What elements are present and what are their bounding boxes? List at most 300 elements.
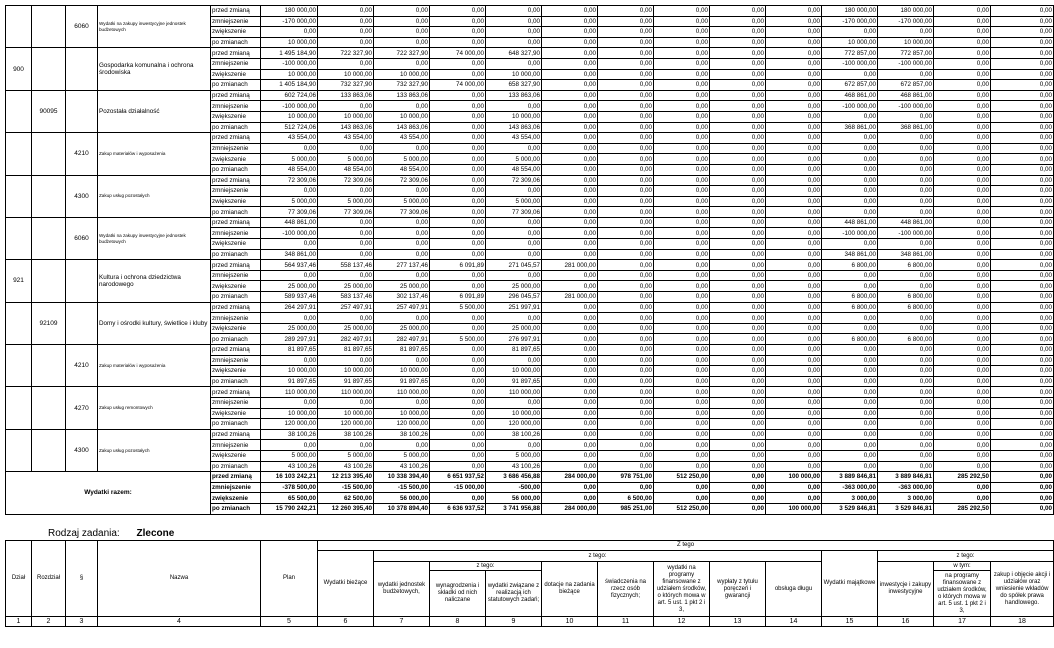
value-cell: 10 000,00 — [261, 366, 318, 377]
row-label: przed zmianą — [211, 90, 261, 101]
value-cell: 0,00 — [710, 366, 766, 377]
value-cell: 91 897,65 — [261, 376, 318, 387]
value-cell: 6 091,89 — [430, 292, 486, 303]
value-cell: 0,00 — [766, 493, 822, 504]
value-cell: 0,00 — [766, 260, 822, 271]
value-cell: -170 000,00 — [261, 16, 318, 27]
value-cell: 0,00 — [822, 323, 878, 334]
value-cell: 120 000,00 — [486, 419, 542, 430]
value-cell: 65 500,00 — [261, 493, 318, 504]
value-cell: 0,00 — [878, 440, 934, 451]
value-cell: 0,00 — [486, 37, 542, 48]
value-cell: 0,00 — [822, 69, 878, 80]
value-cell: 0,00 — [878, 27, 934, 38]
value-cell: 0,00 — [598, 313, 654, 324]
name-cell: Zakup usług pozostałych — [98, 429, 211, 471]
value-cell: 120 000,00 — [374, 419, 430, 430]
value-cell: 0,00 — [542, 239, 598, 250]
value-cell: 284 000,00 — [542, 503, 598, 514]
value-cell: 0,00 — [710, 175, 766, 186]
header-paragraf: § — [66, 541, 98, 617]
value-cell: 0,00 — [598, 408, 654, 419]
value-cell: 72 309,06 — [318, 175, 374, 186]
value-cell: 0,00 — [654, 48, 710, 59]
row-label: zwiększenie — [211, 493, 261, 504]
value-cell: 0,00 — [934, 345, 991, 356]
value-cell: 0,00 — [374, 249, 430, 260]
value-cell: 6 500,00 — [598, 493, 654, 504]
value-cell: 0,00 — [598, 450, 654, 461]
value-cell: 0,00 — [710, 249, 766, 260]
value-cell: 0,00 — [261, 313, 318, 324]
row-label: zmniejszenie — [211, 440, 261, 451]
value-cell: 0,00 — [542, 196, 598, 207]
value-cell: 0,00 — [934, 217, 991, 228]
value-cell: 0,00 — [934, 228, 991, 239]
value-cell: 6 800,00 — [878, 260, 934, 271]
value-cell: 0,00 — [486, 270, 542, 281]
value-cell: 0,00 — [710, 260, 766, 271]
value-cell: 0,00 — [710, 302, 766, 313]
name-cell: Zakup usług pozostałych — [98, 175, 211, 217]
value-cell: 5 000,00 — [486, 450, 542, 461]
value-cell: 0,00 — [430, 217, 486, 228]
value-cell: 0,00 — [991, 186, 1054, 197]
value-cell: 0,00 — [991, 16, 1054, 27]
value-cell: 0,00 — [598, 154, 654, 165]
value-cell: 0,00 — [991, 260, 1054, 271]
value-cell: 0,00 — [991, 249, 1054, 260]
value-cell: 0,00 — [430, 111, 486, 122]
rozdzial-cell: 92109 — [32, 302, 66, 344]
value-cell: 0,00 — [430, 387, 486, 398]
value-cell: 448 861,00 — [878, 217, 934, 228]
value-cell: 0,00 — [598, 80, 654, 91]
value-cell: 120 000,00 — [261, 419, 318, 430]
value-cell: 0,00 — [374, 228, 430, 239]
value-cell: 0,00 — [318, 217, 374, 228]
value-cell: 72 309,06 — [486, 175, 542, 186]
value-cell: 0,00 — [486, 101, 542, 112]
value-cell: 0,00 — [598, 482, 654, 493]
value-cell: 5 000,00 — [374, 154, 430, 165]
value-cell: 0,00 — [822, 27, 878, 38]
value-cell: 0,00 — [430, 313, 486, 324]
value-cell: 25 000,00 — [486, 323, 542, 334]
value-cell: 589 937,46 — [261, 292, 318, 303]
value-cell: 0,00 — [598, 164, 654, 175]
value-cell: 0,00 — [991, 440, 1054, 451]
value-cell: 0,00 — [542, 217, 598, 228]
value-cell: 5 000,00 — [486, 196, 542, 207]
total-label: Wydatki razem: — [6, 472, 211, 514]
value-cell: 0,00 — [710, 164, 766, 175]
value-cell: 38 100,26 — [486, 429, 542, 440]
value-cell: 722 327,90 — [318, 48, 374, 59]
row-label: przed zmianą — [211, 217, 261, 228]
value-cell: 0,00 — [991, 48, 1054, 59]
value-cell: 25 000,00 — [374, 323, 430, 334]
value-cell: 0,00 — [710, 292, 766, 303]
paragraf-cell — [66, 302, 98, 344]
value-cell: 38 100,26 — [261, 429, 318, 440]
value-cell: 0,00 — [934, 450, 991, 461]
value-cell: 722 327,90 — [374, 48, 430, 59]
value-cell: 0,00 — [710, 27, 766, 38]
value-cell: 0,00 — [598, 419, 654, 430]
row-label: po zmianach — [211, 461, 261, 472]
value-cell: 0,00 — [654, 323, 710, 334]
value-cell: 3 529 846,81 — [878, 503, 934, 514]
value-cell: 672 857,00 — [878, 80, 934, 91]
value-cell: 0,00 — [598, 397, 654, 408]
value-cell: 0,00 — [486, 249, 542, 260]
column-number: 5 — [261, 617, 318, 627]
dzial-cell — [6, 217, 32, 259]
value-cell: 0,00 — [710, 440, 766, 451]
value-cell: 0,00 — [710, 482, 766, 493]
value-cell: 251 997,91 — [486, 302, 542, 313]
value-cell: 0,00 — [374, 313, 430, 324]
value-cell: 0,00 — [766, 334, 822, 345]
value-cell: 0,00 — [430, 345, 486, 356]
paragraf-cell: 6060 — [66, 6, 98, 48]
value-cell: 0,00 — [430, 207, 486, 218]
value-cell: 0,00 — [654, 461, 710, 472]
value-cell: 282 497,91 — [374, 334, 430, 345]
value-cell: 43 100,26 — [374, 461, 430, 472]
name-cell: Pozostała działalność — [98, 90, 211, 132]
row-label: po zmianach — [211, 419, 261, 430]
value-cell: 10 000,00 — [374, 111, 430, 122]
value-cell: 0,00 — [822, 440, 878, 451]
value-cell: 0,00 — [878, 355, 934, 366]
value-cell: 0,00 — [710, 207, 766, 218]
value-cell: 0,00 — [430, 37, 486, 48]
value-cell: 0,00 — [598, 27, 654, 38]
value-cell: 0,00 — [430, 164, 486, 175]
value-cell: 0,00 — [991, 493, 1054, 504]
name-cell: Wydatki na zakupy inwestycyjne jednostek budżetowych — [98, 6, 211, 48]
row-label: zwiększenie — [211, 154, 261, 165]
value-cell: 0,00 — [542, 186, 598, 197]
value-cell: 0,00 — [542, 111, 598, 122]
row-label: zmniejszenie — [211, 16, 261, 27]
value-cell: 0,00 — [991, 101, 1054, 112]
value-cell: 0,00 — [934, 355, 991, 366]
value-cell: 0,00 — [766, 16, 822, 27]
value-cell: -100 000,00 — [822, 101, 878, 112]
value-cell: 285 292,50 — [934, 503, 991, 514]
row-label: zmniejszenie — [211, 482, 261, 493]
value-cell: 289 297,91 — [261, 334, 318, 345]
value-cell: 5 000,00 — [261, 154, 318, 165]
value-cell: 0,00 — [766, 111, 822, 122]
value-cell: 77 309,06 — [318, 207, 374, 218]
row-label: zwiększenie — [211, 196, 261, 207]
value-cell: 6 636 937,52 — [430, 503, 486, 514]
value-cell: -363 000,00 — [822, 482, 878, 493]
value-cell: 0,00 — [934, 419, 991, 430]
value-cell: 0,00 — [318, 239, 374, 250]
value-cell: 0,00 — [598, 122, 654, 133]
value-cell: 0,00 — [374, 186, 430, 197]
value-cell: 0,00 — [766, 80, 822, 91]
value-cell: 0,00 — [766, 408, 822, 419]
value-cell: 0,00 — [766, 302, 822, 313]
value-cell: 0,00 — [598, 355, 654, 366]
value-cell: 0,00 — [430, 239, 486, 250]
value-cell: 0,00 — [318, 228, 374, 239]
row-label: zmniejszenie — [211, 355, 261, 366]
column-number: 3 — [66, 617, 98, 627]
paragraf-cell — [66, 90, 98, 132]
value-cell: 0,00 — [766, 217, 822, 228]
value-cell: 0,00 — [822, 154, 878, 165]
value-cell: 0,00 — [991, 450, 1054, 461]
value-cell: 10 000,00 — [318, 111, 374, 122]
row-label: zwiększenie — [211, 323, 261, 334]
value-cell: 0,00 — [542, 228, 598, 239]
value-cell: 133 863,06 — [374, 90, 430, 101]
value-cell: 0,00 — [934, 122, 991, 133]
value-cell: 0,00 — [598, 323, 654, 334]
value-cell: 732 327,90 — [374, 80, 430, 91]
value-cell: 0,00 — [822, 345, 878, 356]
value-cell: 77 309,06 — [486, 207, 542, 218]
value-cell: 100 000,00 — [766, 472, 822, 483]
value-cell: 0,00 — [542, 366, 598, 377]
value-cell: 6 800,00 — [878, 334, 934, 345]
value-cell: 0,00 — [991, 419, 1054, 430]
value-cell: 5 500,00 — [430, 302, 486, 313]
value-cell: 0,00 — [542, 249, 598, 260]
value-cell: 0,00 — [934, 313, 991, 324]
value-cell: 0,00 — [766, 207, 822, 218]
dzial-cell — [6, 302, 32, 344]
row-label: po zmianach — [211, 207, 261, 218]
value-cell: 0,00 — [991, 154, 1054, 165]
value-cell: 0,00 — [486, 355, 542, 366]
row-label: zmniejszenie — [211, 58, 261, 69]
value-cell: 6 800,00 — [878, 302, 934, 313]
value-cell: 0,00 — [934, 249, 991, 260]
value-cell: 12 213 395,40 — [318, 472, 374, 483]
value-cell: 368 861,00 — [822, 122, 878, 133]
value-cell: 0,00 — [542, 376, 598, 387]
row-label: przed zmianą — [211, 175, 261, 186]
header-z-tego: Z tego — [318, 541, 1054, 551]
value-cell: 583 137,46 — [318, 292, 374, 303]
rozdzial-cell — [32, 6, 66, 48]
value-cell: 0,00 — [991, 429, 1054, 440]
value-cell: 0,00 — [430, 16, 486, 27]
value-cell: 180 000,00 — [822, 6, 878, 17]
value-cell: 38 100,26 — [318, 429, 374, 440]
value-cell: 264 297,91 — [261, 302, 318, 313]
value-cell: 62 500,00 — [318, 493, 374, 504]
value-cell: 0,00 — [991, 111, 1054, 122]
value-cell: 0,00 — [878, 69, 934, 80]
value-cell: 0,00 — [934, 397, 991, 408]
value-cell: 25 000,00 — [261, 281, 318, 292]
value-cell: 0,00 — [878, 239, 934, 250]
value-cell: 0,00 — [934, 292, 991, 303]
rozdzial-cell — [32, 345, 66, 387]
value-cell: 3 000,00 — [878, 493, 934, 504]
value-cell: 0,00 — [598, 260, 654, 271]
value-cell: 0,00 — [878, 345, 934, 356]
value-cell: 0,00 — [766, 387, 822, 398]
value-cell: 0,00 — [598, 334, 654, 345]
value-cell: 0,00 — [766, 58, 822, 69]
value-cell: 0,00 — [430, 228, 486, 239]
value-cell: 0,00 — [542, 440, 598, 451]
value-cell: 0,00 — [878, 313, 934, 324]
value-cell: 0,00 — [710, 154, 766, 165]
header-w-tym: w tym: — [934, 562, 991, 571]
value-cell: 0,00 — [822, 450, 878, 461]
value-cell: 0,00 — [710, 196, 766, 207]
value-cell: -15 500,00 — [374, 482, 430, 493]
value-cell: -500,00 — [486, 482, 542, 493]
value-cell: 10 000,00 — [486, 69, 542, 80]
value-cell: 348 861,00 — [261, 249, 318, 260]
value-cell: 0,00 — [822, 196, 878, 207]
value-cell: 448 861,00 — [261, 217, 318, 228]
value-cell: 0,00 — [766, 239, 822, 250]
value-cell: 0,00 — [710, 355, 766, 366]
value-cell: 0,00 — [710, 16, 766, 27]
value-cell: 143 863,06 — [318, 122, 374, 133]
value-cell: 0,00 — [934, 366, 991, 377]
row-label: przed zmianą — [211, 302, 261, 313]
value-cell: 0,00 — [598, 270, 654, 281]
value-cell: 0,00 — [766, 440, 822, 451]
name-cell: Gospodarka komunalna i ochrona środowiska — [98, 48, 211, 90]
value-cell: 0,00 — [374, 37, 430, 48]
value-cell: 0,00 — [710, 429, 766, 440]
value-cell: 0,00 — [991, 408, 1054, 419]
task-type-value: Zlecone — [136, 528, 175, 539]
header-nazwa: Nazwa — [98, 541, 261, 617]
header-wydatki-jednostek: wydatki jednostek budżetowych, — [374, 562, 430, 617]
header-programy-2: na programy finansowane z udziałem środków, o których mowa w art. 5 ust. 1 pkt 2 i 3, — [934, 571, 991, 617]
value-cell: 0,00 — [766, 397, 822, 408]
row-label: zmniejszenie — [211, 270, 261, 281]
value-cell: 0,00 — [710, 472, 766, 483]
value-cell: 0,00 — [430, 122, 486, 133]
value-cell: 0,00 — [991, 239, 1054, 250]
value-cell: 0,00 — [710, 133, 766, 144]
name-cell: Zakup materiałów i wyposażenia — [98, 133, 211, 175]
value-cell: 0,00 — [991, 472, 1054, 483]
value-cell: 0,00 — [598, 281, 654, 292]
row-label: zwiększenie — [211, 408, 261, 419]
value-cell: 0,00 — [991, 175, 1054, 186]
value-cell: 10 000,00 — [822, 37, 878, 48]
value-cell: 0,00 — [261, 143, 318, 154]
value-cell: 0,00 — [766, 154, 822, 165]
value-cell: 3 889 846,81 — [822, 472, 878, 483]
dzial-cell — [6, 429, 32, 471]
value-cell: 0,00 — [654, 154, 710, 165]
value-cell: 10 000,00 — [261, 408, 318, 419]
value-cell: 0,00 — [542, 80, 598, 91]
column-number: 1 — [6, 617, 32, 627]
value-cell: 0,00 — [710, 493, 766, 504]
value-cell: 0,00 — [822, 111, 878, 122]
value-cell: 0,00 — [822, 355, 878, 366]
value-cell: 5 000,00 — [374, 196, 430, 207]
column-number: 11 — [598, 617, 654, 627]
value-cell: 0,00 — [654, 27, 710, 38]
value-cell: 0,00 — [598, 37, 654, 48]
task-type — [48, 528, 174, 539]
row-label: po zmianach — [211, 80, 261, 91]
value-cell: 43 554,00 — [374, 133, 430, 144]
value-cell: 0,00 — [430, 429, 486, 440]
value-cell: 296 045,57 — [486, 292, 542, 303]
value-cell: 0,00 — [710, 6, 766, 17]
value-cell: 0,00 — [934, 16, 991, 27]
column-number: 17 — [934, 617, 991, 627]
value-cell: 0,00 — [766, 419, 822, 430]
value-cell: 0,00 — [654, 376, 710, 387]
value-cell: 0,00 — [654, 249, 710, 260]
value-cell: 0,00 — [766, 355, 822, 366]
value-cell: 43 554,00 — [486, 133, 542, 144]
row-label: po zmianach — [211, 292, 261, 303]
value-cell: 0,00 — [542, 334, 598, 345]
value-cell: 180 000,00 — [261, 6, 318, 17]
value-cell: 15 790 242,21 — [261, 503, 318, 514]
value-cell: 0,00 — [654, 440, 710, 451]
value-cell: 0,00 — [654, 366, 710, 377]
value-cell: 0,00 — [822, 164, 878, 175]
value-cell: 5 000,00 — [374, 450, 430, 461]
value-cell: 0,00 — [878, 143, 934, 154]
value-cell: 10 000,00 — [374, 408, 430, 419]
value-cell: 0,00 — [542, 101, 598, 112]
value-cell: 0,00 — [934, 143, 991, 154]
value-cell: 0,00 — [710, 239, 766, 250]
value-cell: 0,00 — [878, 450, 934, 461]
value-cell: 38 100,26 — [374, 429, 430, 440]
value-cell: -170 000,00 — [878, 16, 934, 27]
value-cell: 0,00 — [542, 6, 598, 17]
value-cell: 348 861,00 — [878, 249, 934, 260]
name-cell: Wydatki na zakupy inwestycyjne jednostek budżetowych — [98, 217, 211, 259]
value-cell: 0,00 — [934, 90, 991, 101]
value-cell: 0,00 — [934, 58, 991, 69]
value-cell: 0,00 — [486, 313, 542, 324]
value-cell: 0,00 — [766, 186, 822, 197]
value-cell: 0,00 — [374, 16, 430, 27]
value-cell: 25 000,00 — [318, 323, 374, 334]
value-cell: 0,00 — [654, 408, 710, 419]
column-number: 2 — [32, 617, 66, 627]
value-cell: 0,00 — [486, 58, 542, 69]
value-cell: 0,00 — [710, 419, 766, 430]
row-label: zmniejszenie — [211, 101, 261, 112]
value-cell: 10 000,00 — [261, 69, 318, 80]
value-cell: 48 554,00 — [261, 164, 318, 175]
value-cell: 0,00 — [991, 58, 1054, 69]
name-cell: Domy i ośrodki kultury, świetlice i kluby — [98, 302, 211, 344]
value-cell: 0,00 — [430, 408, 486, 419]
paragraf-cell: 4210 — [66, 345, 98, 387]
